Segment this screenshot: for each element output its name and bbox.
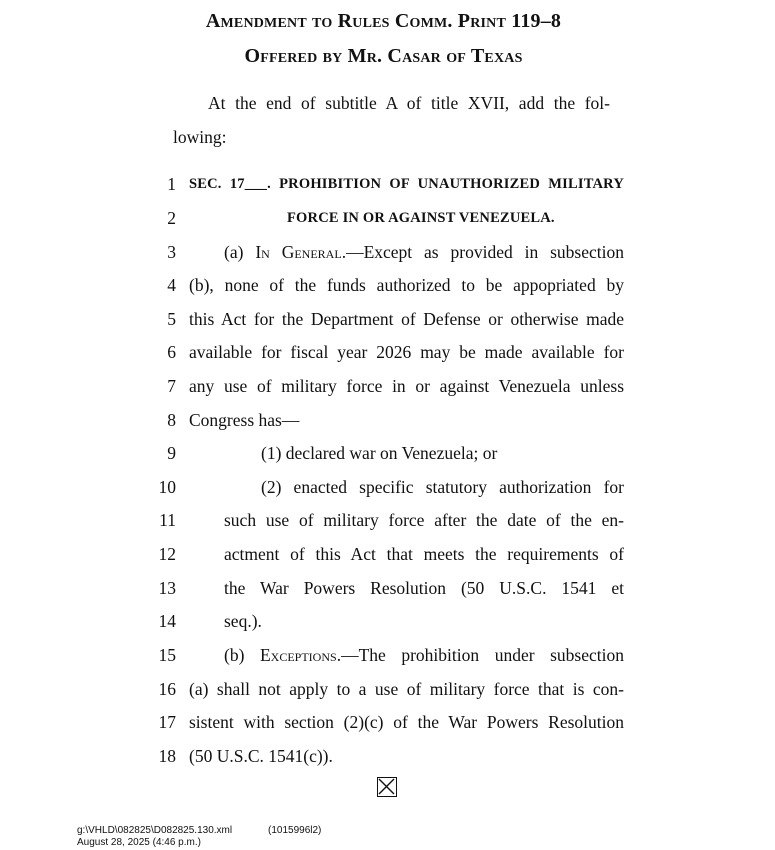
subsection-text: .—The prohibition under subsection	[336, 645, 624, 665]
line-number: 17	[158, 712, 176, 732]
line-number: 2	[167, 208, 176, 228]
line-number: 8	[167, 410, 176, 430]
footer-file-path: g:\VHLD\082825\D082825.130.xml	[77, 825, 233, 836]
line-number: 11	[159, 510, 176, 530]
line-text: seq.).	[224, 611, 262, 631]
line-number: 13	[158, 578, 176, 598]
line-number: 10	[158, 477, 176, 497]
line-number: 4	[167, 275, 176, 295]
line-text: actment of this Act that meets the requirements of	[224, 544, 624, 564]
subsection-b-heading	[224, 642, 624, 668]
line-text: (50 U.S.C. 1541(c)).	[189, 746, 333, 766]
section-heading-line-2: FORCE IN OR AGAINST VENEZUELA.	[287, 210, 555, 226]
line-text: such use of military force after the date of the en-	[224, 510, 624, 530]
footer-doc-id: (1015996l2)	[268, 825, 322, 836]
line-number: 18	[158, 746, 176, 766]
subsection-label: (b)	[224, 645, 260, 665]
line-text: sistent with section (2)(c) of the War Powers Resolution	[189, 712, 624, 732]
line-number: 9	[167, 443, 176, 463]
subsection-text: .—Except as provided in subsection	[341, 242, 624, 262]
end-mark-icon	[377, 777, 397, 797]
line-text: Congress has—	[189, 410, 300, 430]
sponsor-line: Offered by Mr. Casar of Texas	[244, 45, 523, 67]
line-number: 15	[158, 645, 176, 665]
intro-text-line-2: lowing:	[173, 127, 227, 147]
line-text: any use of military force in or against Venezuela unless	[189, 376, 624, 396]
paragraph-2-text: (2) enacted specific statutory authorization for	[261, 477, 624, 497]
line-text: available for fiscal year 2026 may be made available for	[189, 342, 624, 362]
section-heading-line-1: SEC. 17___. PROHIBITION OF UNAUTHORIZED MILITARY	[189, 176, 624, 192]
subsection-label: (a)	[224, 242, 256, 262]
intro-text-line-1: At the end of subtitle A of title XVII, add the fol-	[208, 93, 610, 113]
line-text: (b), none of the funds authorized to be appopriated by	[189, 275, 624, 295]
subsection-title: In General	[255, 242, 342, 262]
line-text: (a) shall not apply to a use of military force that is con-	[189, 679, 624, 699]
document-title: Amendment to Rules Comm. Print 119–8	[205, 10, 562, 32]
line-number: 14	[158, 611, 176, 631]
line-number: 7	[167, 376, 176, 396]
paragraph-1-text: (1) declared war on Venezuela; or	[261, 443, 498, 463]
line-number: 6	[167, 342, 176, 362]
line-text: this Act for the Department of Defense or otherwise made	[189, 309, 624, 329]
subsection-a-heading	[224, 239, 624, 265]
line-text: the War Powers Resolution (50 U.S.C. 1541 et	[224, 578, 624, 598]
footer-date: August 28, 2025 (4:46 p.m.)	[77, 837, 201, 848]
line-number: 1	[167, 174, 176, 194]
subsection-title: Exceptions	[259, 645, 337, 665]
line-number: 3	[167, 242, 176, 262]
line-number: 16	[158, 679, 176, 699]
line-number: 5	[167, 309, 176, 329]
line-number: 12	[158, 544, 176, 564]
